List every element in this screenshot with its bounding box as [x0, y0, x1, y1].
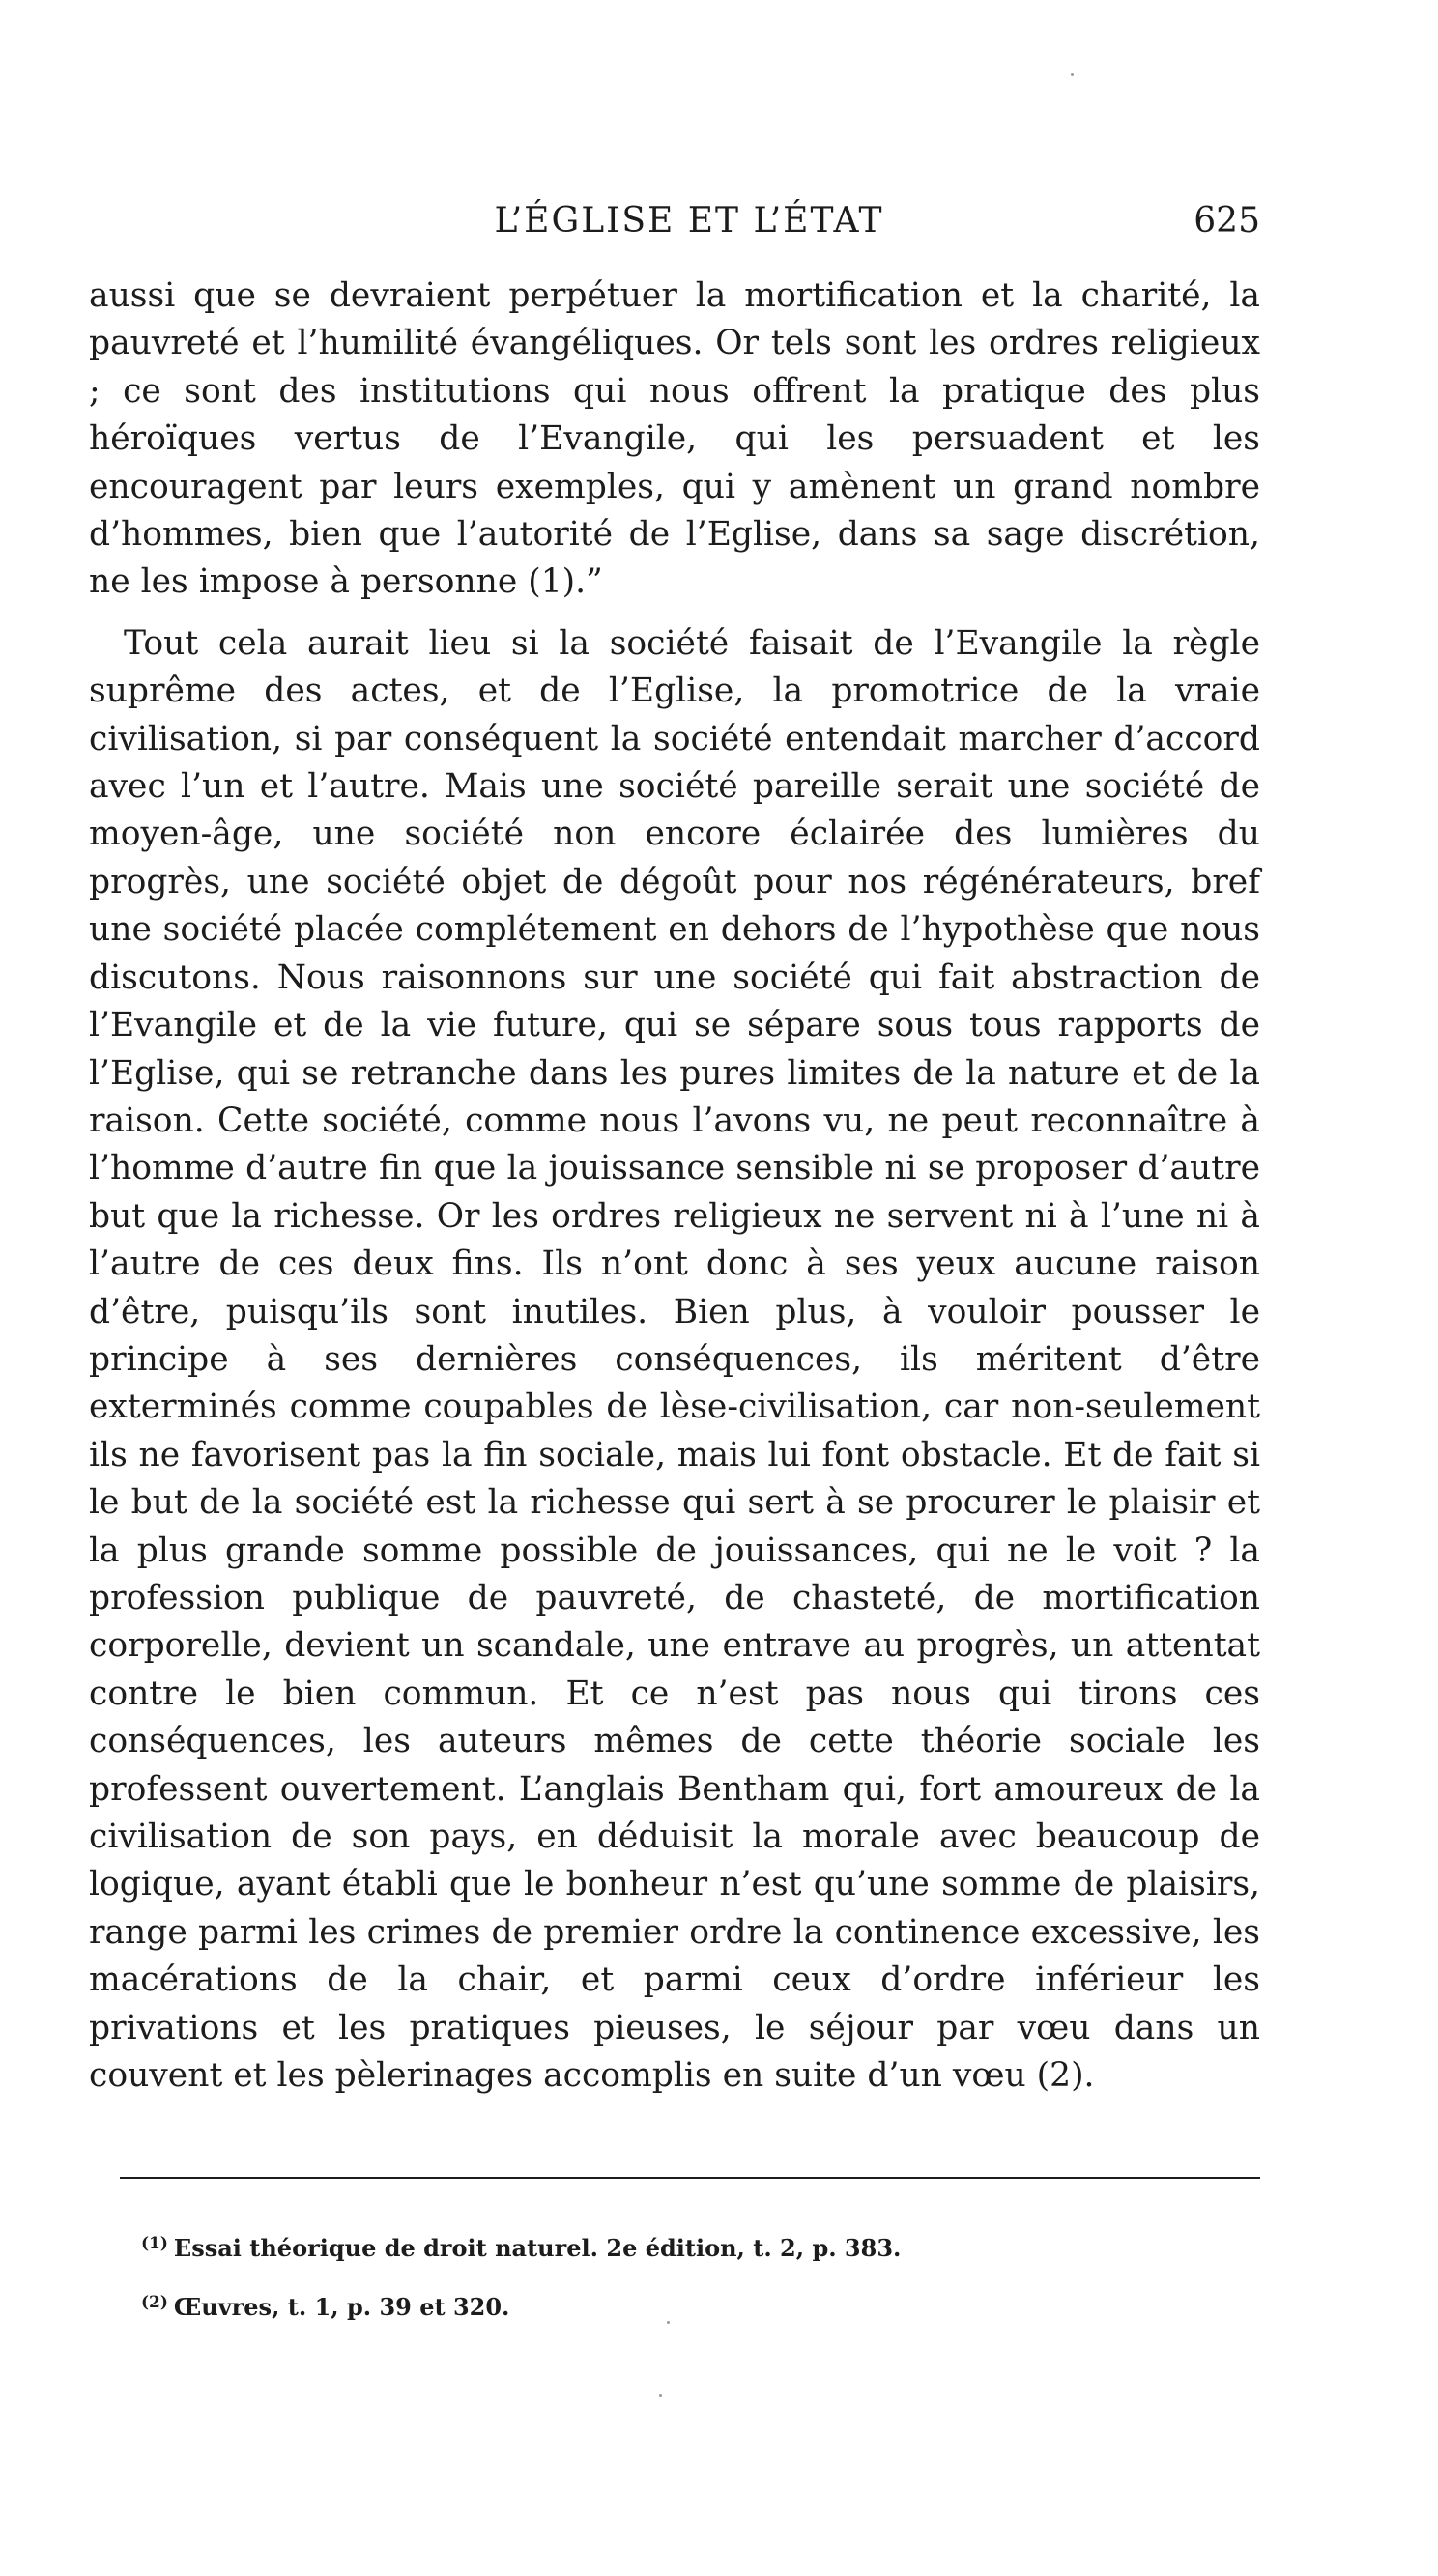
running-head: [118, 197, 1260, 245]
footnote-text: Essai théorique de droit naturel. 2e édition, t. 2, p. 383.: [173, 2234, 902, 2262]
paragraph: Tout cela aurait lieu si la société faisait de l’Evangile la règle suprême des actes, et de l’Eglise, la promotrice de la vraie civilisation, si par conséquent la société entendait marcher d’accord avec l’un et l’autre. Mais une société pareille serait une société de moyen-âge, une société non encore éclairée des lumières du progrès, une société objet de dégoût pour nos régénérateurs, bref une société placée complétement en dehors de l’hypothèse que nous discutons. Nous raisonnons sur une société qui fait abstraction de l’Evangile et de la vie future, qui se sépare sous tous rapports de l’Eglise, qui se retranche dans les pures limites de la nature et de la raison. Cette société, comme nous l’avons vu, ne peut reconnaître à l’homme d’autre fin que la jouissance sensible ni se proposer d’autre but que la richesse. Or les ordres religieux ne servent ni à l’une ni à l’autre de ces deux fins. Ils n’ont donc à ses yeux aucune raison d’être, puisqu’ils sont inutiles. Bien plus, à vouloir pousser le principe à ses dernières conséquences, ils méritent d’être exterminés comme coupables de lèse-civilisation, car non-seulement ils ne favorisent pas la fin sociale, mais lui font obstacle. Et de fait si le but de la société est la richesse qui sert à se procurer le plaisir et la plus grande somme possible de jouissances, qui ne le voit ? la profession publique de pauvreté, de chasteté, de mortification corporelle, devient un scandale, une entrave au progrès, un attentat contre le bien commun. Et ce n’est pas nous qui tirons ces conséquences, les auteurs mêmes de cette théorie sociale les professent ouvertement. L’anglais Bentham qui, fort amoureux de la civilisation de son pays, en déduisit la morale avec beaucoup de logique, ayant établi que le bonheur n’est qu’une somme de plaisirs, range parmi les crimes de premier ordre la continence excessive, les macérations de la chair, et parmi ceux d’ordre inférieur les privations et les pratiques pieuses, le séjour par vœu dans un couvent et les pèlerinages accomplis en suite d’un vœu (2).: [89, 623, 1260, 2096]
footnote: [141, 2217, 1252, 2275]
scan-speck: [1071, 73, 1074, 76]
scan-speck: [667, 2321, 670, 2324]
scan-speck: [659, 2394, 662, 2397]
footnote-separator-rule: [120, 2177, 1260, 2179]
footnote-marker: (1): [141, 2234, 168, 2253]
footnote: [141, 2275, 1252, 2334]
running-title: L’ÉGLISE ET L’ÉTAT: [494, 201, 884, 241]
footnote-marker: (2): [141, 2293, 168, 2312]
footnote-text: Œuvres, t. 1, p. 39 et 320.: [173, 2293, 510, 2321]
body-text: [89, 272, 1260, 2100]
paragraph: aussi que se devraient perpétuer la mortification et la charité, la pauvreté et l’humilité évangéliques. Or tels sont les ordres religieux ; ce sont des institutions qui nous offrent la pratique des plus héroïques vertus de l’Evangile, qui les persuadent et les encouragent par leurs exemples, qui y amènent un grand nombre d’hommes, bien que l’autorité de l’Eglise, dans sa sage discrétion, ne les impose à personne (1).”: [89, 276, 1260, 602]
footnotes: [141, 2217, 1252, 2334]
page-number: 625: [1194, 201, 1260, 241]
